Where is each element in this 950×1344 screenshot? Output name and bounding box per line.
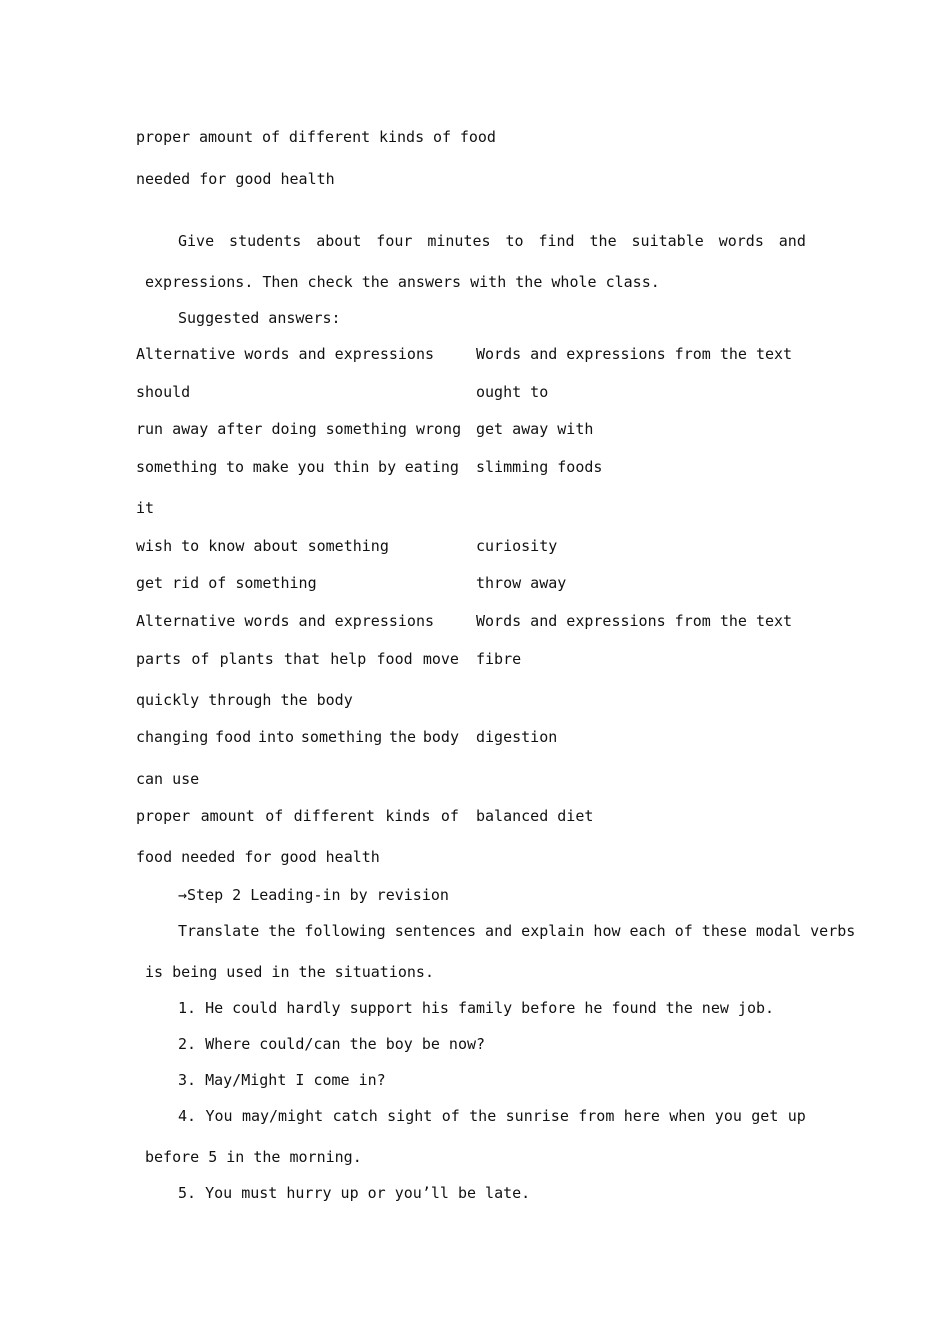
word: the [388, 728, 417, 746]
instruction-line-2: expressions. Then check the answers with the whole class. [145, 273, 660, 291]
word: sight [387, 1107, 433, 1125]
intro-line-1 [136, 128, 496, 146]
word: food [459, 128, 496, 146]
word: food [376, 650, 413, 668]
table-cell-left: should [136, 383, 191, 401]
word: of [440, 807, 459, 825]
word: help [330, 650, 367, 668]
table-cell-right: slimming foods [476, 458, 603, 476]
word: changing [136, 728, 209, 746]
word: find [538, 232, 575, 250]
word: you [297, 458, 325, 476]
table-cell-right: get away with [476, 420, 594, 438]
word: of [265, 807, 284, 825]
word: sunrise [505, 1107, 569, 1125]
word: to [505, 232, 524, 250]
table-cell-left-continued: it [136, 499, 155, 517]
table-cell-left: get rid of something [136, 574, 317, 592]
word: of [262, 128, 281, 146]
intro-line-2: needed for good health [136, 170, 335, 188]
word: something [300, 728, 383, 746]
word: the [469, 1107, 497, 1125]
sentence-item-4 [178, 1107, 806, 1125]
table-cell-left [136, 458, 459, 476]
word: here [623, 1107, 660, 1125]
word: move [422, 650, 459, 668]
sentence-item-5: 5. You must hurry up or you’ll be late. [178, 1184, 531, 1202]
word: by [378, 458, 397, 476]
table-cell-left-continued: quickly through the body [136, 691, 353, 709]
table-cell-right: curiosity [476, 537, 558, 555]
word: get [751, 1107, 779, 1125]
word: proper [136, 128, 191, 146]
table-cell-right: throw away [476, 574, 567, 592]
table-cell-right: digestion [476, 728, 558, 746]
table-cell-left-continued: food needed for good health [136, 848, 380, 866]
word: parts [136, 650, 182, 668]
word: suitable [631, 232, 704, 250]
step2-heading: →Step 2 Leading-in by revision [178, 886, 449, 904]
word: proper [136, 807, 191, 825]
step2-instruction-line-2: is being used in the situations. [145, 963, 434, 981]
word: Give [178, 232, 215, 250]
table-cell-left [136, 728, 459, 746]
word: of [191, 650, 210, 668]
table-cell-left [136, 807, 459, 825]
word: body [422, 728, 459, 746]
word: students [229, 232, 302, 250]
word: food [215, 728, 252, 746]
word: to [225, 458, 245, 476]
word: may/might [241, 1107, 324, 1125]
word: kinds [385, 807, 431, 825]
word: and [778, 232, 806, 250]
table-cell-left [136, 650, 459, 668]
word: into [257, 728, 295, 746]
word: kinds [378, 128, 425, 146]
word: You [205, 1107, 233, 1125]
step2-instruction-line-1: Translate the following sentences and explain how each of these modal verbs [178, 922, 856, 940]
table-cell-right: Words and expressions from the text [476, 612, 793, 630]
word: eating [404, 458, 459, 476]
word: of [432, 128, 451, 146]
word: something [136, 458, 218, 476]
word: words [718, 232, 764, 250]
sentence-item-4-continued: before 5 in the morning. [145, 1148, 362, 1166]
table-cell-left: Alternative words and expressions [136, 612, 435, 630]
table-header-left: Alternative words and expressions [136, 345, 435, 363]
word: up [787, 1107, 806, 1125]
word: of [441, 1107, 460, 1125]
word: the [589, 232, 617, 250]
table-cell-right: fibre [476, 650, 522, 668]
word: amount [199, 128, 254, 146]
table-cell-right: ought to [476, 383, 549, 401]
sentence-item-1: 1. He could hardly support his family before he found the new job. [178, 999, 775, 1017]
word: 4. [178, 1107, 197, 1125]
sentence-item-3: 3. May/Might I come in? [178, 1071, 386, 1089]
word: minutes [427, 232, 491, 250]
table-header-right: Words and expressions from the text [476, 345, 793, 363]
table-cell-right: balanced diet [476, 807, 594, 825]
word: thin [333, 458, 370, 476]
table-cell-left-continued: can use [136, 770, 200, 788]
suggested-answers-label: Suggested answers: [178, 309, 341, 327]
word: make [252, 458, 289, 476]
word: four [376, 232, 413, 250]
word: different [293, 807, 375, 825]
table-cell-left: run away after doing something wrong [136, 420, 462, 438]
table-cell-left: wish to know about something [136, 537, 389, 555]
word: when [669, 1107, 706, 1125]
word: catch [332, 1107, 378, 1125]
word: about [316, 232, 362, 250]
sentence-item-2: 2. Where could/can the boy be now? [178, 1035, 486, 1053]
word: different [288, 128, 371, 146]
word: amount [200, 807, 255, 825]
word: from [578, 1107, 615, 1125]
word: you [714, 1107, 742, 1125]
instruction-line-1 [178, 232, 806, 250]
word: that [283, 650, 321, 668]
word: plants [219, 650, 274, 668]
